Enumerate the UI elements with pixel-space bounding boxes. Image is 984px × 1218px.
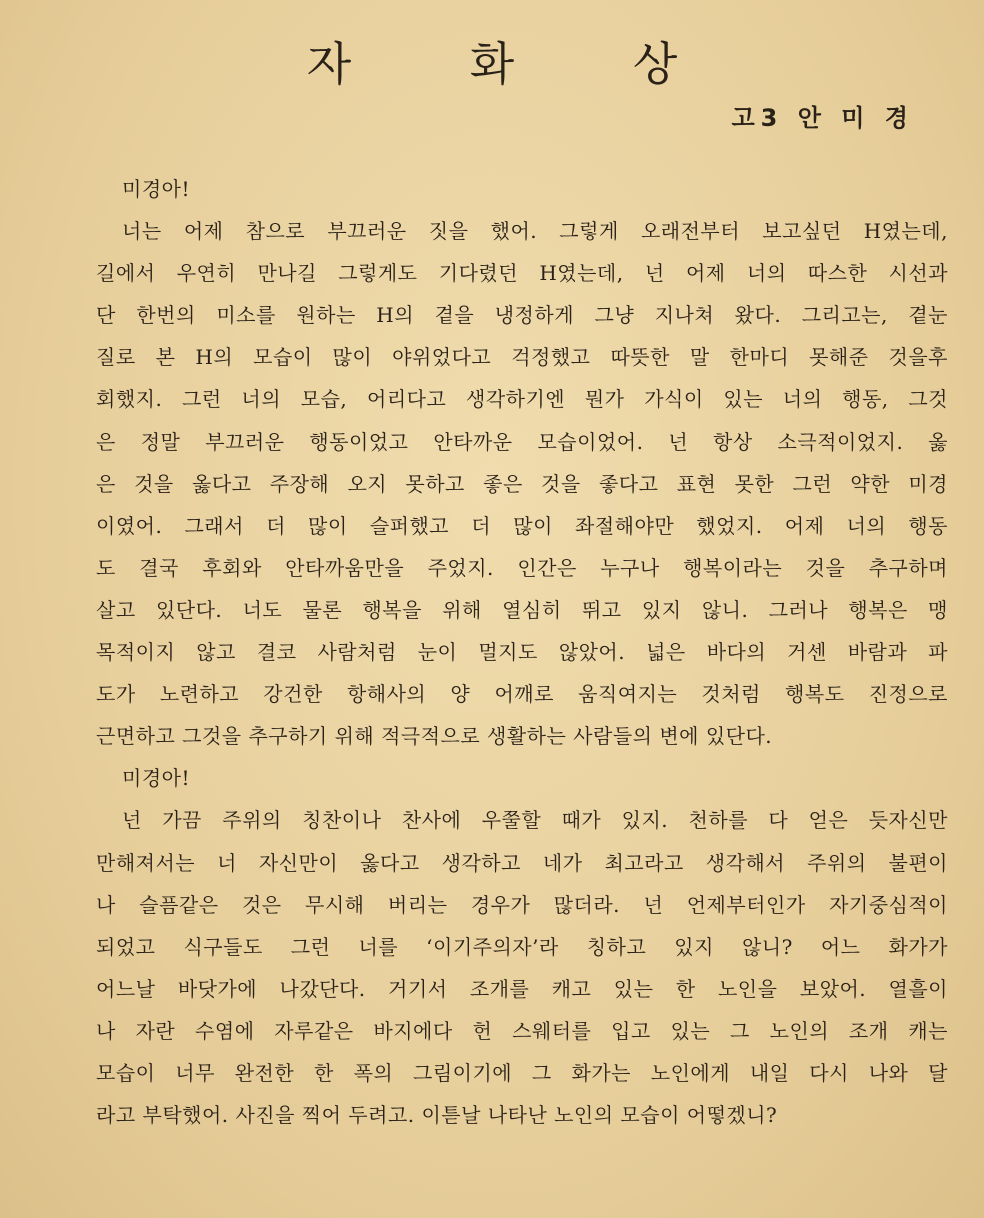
text-line: 어느날 바닷가에 나갔단다. 거기서 조개를 캐고 있는 한 노인을 보았어. 열흘이 (96, 976, 948, 1001)
text-line: 은 것을 옳다고 주장해 오지 못하고 좋은 것을 좋다고 표현 못한 그런 약한 미경 (96, 471, 948, 496)
salutation: 미경아! (122, 177, 190, 201)
text-line: 단 한번의 미소를 원하는 H의 곁을 냉정하게 그냥 지나쳐 왔다. 그리고는, 곁눈 (96, 303, 948, 328)
text-line: 너는 어제 참으로 부끄러운 짓을 했어. 그렇게 오래전부터 보고싶던 H였는데, (122, 219, 948, 244)
essay-title: 자 화 상 (306, 37, 730, 91)
text-line: 만해져서는 너 자신만이 옳다고 생각하고 네가 최고라고 생각해서 주위의 불편이 (96, 850, 948, 875)
text-line: 살고 있단다. 너도 물론 행복을 위해 열심히 뛰고 있지 않니. 그러나 행복은 맹 (96, 597, 948, 622)
text-line: 나 슬픔같은 것은 무시해 버리는 경우가 많더라. 넌 언제부터인가 자기중심적이 (96, 892, 948, 917)
salutation: 미경아! (122, 766, 190, 791)
text-line: 회했지. 그런 너의 모습, 어리다고 생각하기엔 뭔가 가식이 있는 너의 행동, 그것 (96, 387, 948, 412)
text-line: 되었고 식구들도 그런 너를 ‘이기주의자’라 칭하고 있지 않니? 어느 화가가 (96, 934, 948, 959)
text-line: 질로 본 H의 모습이 많이 야위었다고 걱정했고 따뜻한 말 한마디 못해준 것을후 (96, 345, 948, 370)
essay-body (96, 168, 948, 1136)
text-line: 목적이지 않고 결코 사람처럼 눈이 멀지도 않았어. 넓은 바다의 거센 바람과 파 (96, 640, 948, 665)
text-line: 모습이 너무 완전한 한 폭의 그림이기에 그 화가는 노인에게 내일 다시 나와 달 (96, 1060, 948, 1085)
text-line: 나 자란 수염에 자루같은 바지에다 헌 스웨터를 입고 있는 그 노인의 조개 캐는 (96, 1018, 948, 1043)
text-line: 도가 노련하고 강건한 항해사의 양 어깨로 움직여지는 것처럼 행복도 진정으로 (96, 682, 948, 707)
text-line: 근면하고 그것을 추구하기 위해 적극적으로 생활하는 사람들의 변에 있단다. (96, 724, 773, 749)
text-line: 라고 부탁했어. 사진을 찍어 두려고. 이튿날 나타난 노인의 모습이 어떻겠니? (96, 1103, 778, 1128)
author-byline: 고3 안 미 경 (731, 104, 914, 132)
text-line: 길에서 우연히 만나길 그렇게도 기다렸던 H였는데, 넌 어제 너의 따스한 시선과 (96, 261, 948, 286)
text-line: 은 정말 부끄러운 행동이었고 안타까운 모습이었어. 넌 항상 소극적이었지. 옳 (96, 429, 948, 454)
text-line: 넌 가끔 주위의 칭찬이나 찬사에 우쭐할 때가 있지. 천하를 다 얻은 듯자신만 (122, 808, 948, 833)
text-line: 도 결국 후회와 안타까움만을 주었지. 인간은 누구나 행복이라는 것을 추구하며 (96, 555, 948, 580)
text-line: 이였어. 그래서 더 많이 슬퍼했고 더 많이 좌절해야만 했었지. 어제 너의 행동 (96, 513, 948, 538)
